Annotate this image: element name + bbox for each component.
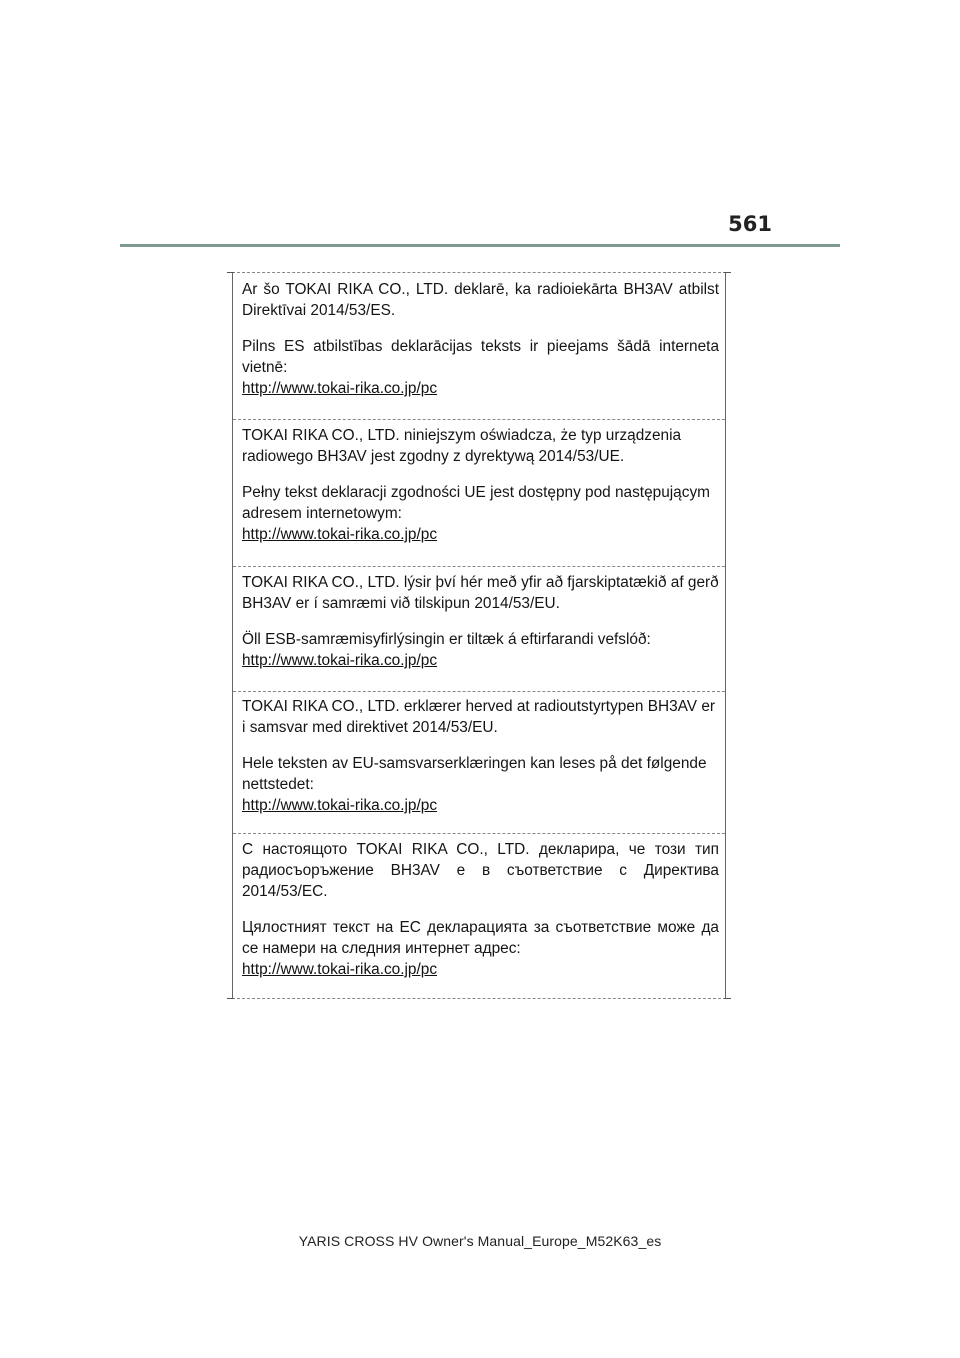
corner-tick [724, 998, 731, 999]
corner-tick [227, 272, 234, 273]
declaration-url-link[interactable]: http://www.tokai-rika.co.jp/pc [242, 961, 438, 978]
declaration-url-link[interactable]: http://www.tokai-rika.co.jp/pc [242, 380, 438, 397]
notice-line: Цялостният текст на ЕС декларацията за съответствие може да [242, 919, 719, 936]
notice-line: adresem internetowym: [242, 505, 402, 522]
statement-line: С настоящото TOKAI RIKA CO., LTD. декларира, че този тип [242, 841, 719, 858]
declaration-statement [242, 572, 719, 614]
statement-line: BH3AV er í samræmi við tilskipun 2014/53/EU. [242, 595, 560, 612]
declaration-notice [242, 482, 719, 524]
notice-line: Hele teksten av EU-samsvarserklæringen kan leses på det følgende [242, 755, 707, 772]
notice-line: Öll ESB-samræmisyfirlýsingin er tiltæk á eftirfarandi vefslóð: [242, 631, 651, 648]
declaration-section-is [233, 566, 725, 689]
declaration-statement [242, 839, 719, 902]
statement-line: 2014/53/ЕС. [242, 883, 328, 900]
declaration-section-bg [233, 833, 725, 997]
declaration-section-no [233, 691, 725, 831]
statement-line: радиосъоръжение BH3AV е в съответствие с Директива [242, 862, 719, 879]
notice-line: Pilns ES atbilstības deklarācijas teksts ir pieejams šādā interneta [242, 338, 719, 355]
notice-line: Pełny tekst deklaracji zgodności UE jest dostępny pod następującym [242, 484, 710, 501]
statement-line: Ar šo TOKAI RIKA CO., LTD. deklarē, ka radioiekārta BH3AV atbilst [242, 281, 719, 298]
page-number: 561 [728, 212, 772, 236]
declaration-url-link[interactable]: http://www.tokai-rika.co.jp/pc [242, 797, 438, 814]
declaration-statement [242, 696, 719, 738]
statement-line: TOKAI RIKA CO., LTD. lýsir því hér með yfir að fjarskiptatækið af gerð [242, 574, 719, 591]
statement-line: i samsvar med direktivet 2014/53/EU. [242, 719, 498, 736]
declaration-url-link[interactable]: http://www.tokai-rika.co.jp/pc [242, 526, 438, 543]
declaration-notice [242, 629, 719, 650]
declaration-box [232, 272, 726, 999]
notice-line: се намери на следния интернет адрес: [242, 940, 521, 957]
declaration-statement [242, 425, 719, 467]
declaration-notice [242, 753, 719, 795]
declaration-notice [242, 917, 719, 959]
notice-line: nettstedet: [242, 776, 314, 793]
statement-line: TOKAI RIKA CO., LTD. niniejszym oświadcza, że typ urządzenia [242, 427, 682, 444]
declaration-notice [242, 336, 719, 378]
notice-line: vietnē: [242, 359, 288, 376]
declaration-statement [242, 279, 719, 321]
declaration-section-lv [233, 279, 725, 417]
declaration-section-pl [233, 419, 725, 565]
statement-line: TOKAI RIKA CO., LTD. erklærer herved at radioutstyrtypen BH3AV er [242, 698, 716, 715]
document-footer: YARIS CROSS HV Owner's Manual_Europe_M52K63_es [298, 1233, 662, 1249]
header-rule [120, 244, 840, 247]
corner-tick [227, 998, 234, 999]
declaration-url-link[interactable]: http://www.tokai-rika.co.jp/pc [242, 652, 438, 669]
statement-line: Direktīvai 2014/53/ES. [242, 302, 396, 319]
statement-line: radiowego BH3AV jest zgodny z dyrektywą 2014/53/UE. [242, 448, 625, 465]
corner-tick [724, 272, 731, 273]
